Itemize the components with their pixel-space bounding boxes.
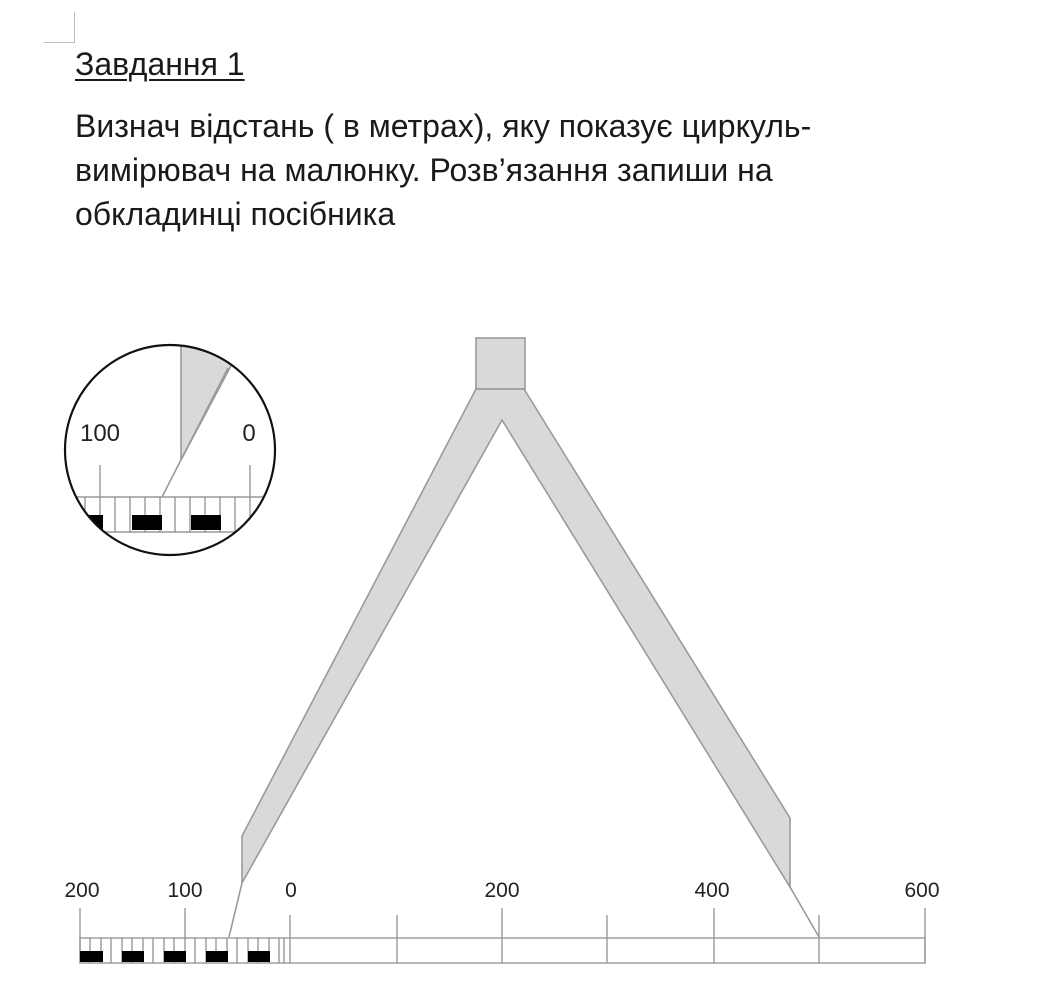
compass-legs bbox=[242, 389, 790, 887]
compass bbox=[229, 338, 819, 937]
zoom-label: 100 bbox=[79, 420, 121, 447]
scale-block bbox=[206, 951, 228, 962]
zoom-label: 0 bbox=[242, 420, 256, 447]
scale-label: 100 bbox=[167, 879, 203, 902]
scale-label: 200 bbox=[64, 879, 100, 902]
scale-label: 0 bbox=[285, 879, 297, 902]
scale-block bbox=[122, 951, 144, 962]
compass-left-needle bbox=[229, 883, 242, 937]
compass-head bbox=[476, 338, 525, 389]
scale-labels bbox=[64, 879, 939, 902]
scale-block bbox=[164, 951, 186, 962]
scale-label: 200 bbox=[484, 879, 520, 902]
compass-right-needle bbox=[790, 887, 819, 937]
task-text-line-2: вимірювач на малюнку. Розв’язання запиши на bbox=[75, 152, 773, 188]
scale-block bbox=[248, 951, 270, 962]
task-text-line-3: обкладинці посібника bbox=[75, 196, 396, 232]
zoom-inset bbox=[60, 330, 285, 565]
scale-label: 400 bbox=[694, 879, 730, 902]
scale-blocks bbox=[80, 951, 270, 962]
task-text-line-1: Визнач відстань ( в метрах), яку показує циркуль- bbox=[75, 108, 812, 144]
scale-block bbox=[80, 951, 103, 962]
task-title: Завдання 1 bbox=[75, 46, 245, 82]
scale-label: 600 bbox=[904, 879, 940, 902]
